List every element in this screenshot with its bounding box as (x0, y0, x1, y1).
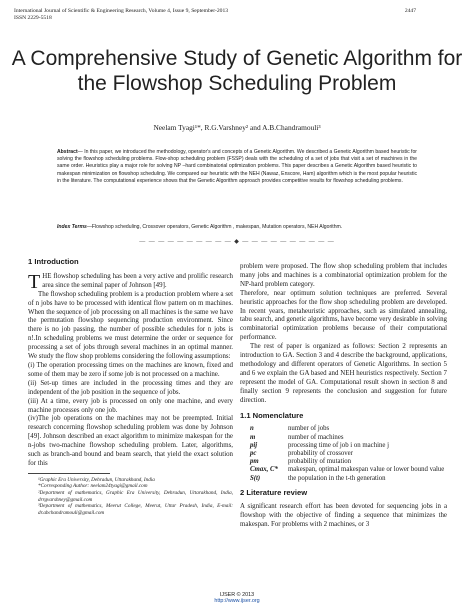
footnote-corresponding-author: *Corresponding Author: neelam24tyagi@gmail.com (38, 483, 148, 490)
nomenclature-symbol: S(t) (250, 474, 261, 482)
nomenclature-symbol: pij (250, 441, 258, 449)
section-heading-introduction: 1 Introduction (28, 257, 79, 266)
intro-paragraph-2: The flowshop scheduling problem is a production problem where a set of n jobs have to be processed with identical flow pattern on m machines. When the sequence of job processing on all machines is the same we have the permutation flowshop sequencing production environment. Since there is no job passing, the number of possible schedules for n jobs is n!.In scheduling problems we must determine the order or sequence for processing a set of jobs through several machines in an optimal manner. We study the flow shop problems considering the following assumptions: (28, 290, 233, 361)
copyright: IJSER © 2013 (219, 592, 255, 598)
nomenclature-row (250, 442, 457, 450)
right-paragraph-1: problem were proposed. The flow shop scheduling problem that includes many jobs and machines is a combinatorial optimization problem for the NP-hard problem category. (240, 263, 447, 288)
nomenclature-row (250, 458, 457, 466)
nomenclature-description: processing time of job i on machine j (288, 441, 389, 449)
journal-name: International Journal of Scientific & Engineering Research, Volume 4, Issue 9, September-2013 (14, 8, 229, 14)
nomenclature-description: the population in the t-th generation (288, 474, 386, 482)
abstract-label: Abstract (57, 149, 78, 155)
nomenclature-description: probability of crossover (288, 450, 353, 458)
nomenclature-symbol: m (250, 433, 256, 441)
nomenclature-symbol: pc (250, 450, 257, 458)
index-terms-text: —Flowshop scheduling, Crossover operators, Genetic Algorithm , makespan, Mutation operators, NEH Algorithm. (86, 224, 343, 230)
intro-paragraph-1: THE flowshop scheduling has been a very active and prolific research area since the seminal paper of Johnson [49]. (28, 270, 233, 293)
abstract-text: — In this paper, we introduced the methodology, operator's and concepts of a Genetic Algorithm. We described a Genetic Algorithm based heuristic for solving the flowshop scheduling problems. Flow-shop scheduling problem (FSSP) deals with the scheduling of a set of jobs that visit a set of machines in the same order. Heuristics play a major role for solving NP –hard combinatorial optimization problems. This paper describes a Genetic Algorithm based heuristic to makespan minimization on flowshop scheduling. We compared our heuristic with the NEH (Nawaz, Enscore, Ham) algorithm which is the most popular heuristic in the literature. The computational experience shows that the Genetic Algorithm approach provides competitive results for flowshop scheduling problems. (57, 149, 417, 184)
paper-title: A Comprehensive Study of Genetic Algorithm for the Flowshop Scheduling Problem (11, 47, 463, 95)
index-terms (57, 224, 417, 231)
nomenclature-row (250, 450, 457, 458)
footnote-affiliation-2: ²Department of mathematics, Graphic Era University, Dehradun, Uttarakhand, India, drrgvarshney@gmail.com (38, 490, 233, 503)
footnote-affiliation-3: ³Department of mathematics, Meerut College, Meerut, Uttar Pradesh, India, E-mail: dr.abchandramouli@gmail.com (38, 503, 233, 516)
nomenclature-description: number of jobs (288, 425, 330, 433)
nomenclature-table (250, 425, 457, 482)
nomenclature-description: number of machines (288, 433, 344, 441)
right-paragraph-3: The rest of paper is organized as follows: Section 2 represents an introduction to GA. Section 3 and 4 describe the background, applications, methodology and different operators of Genetic Algorithms. In section 5 and 6 we explain the GA based and NEH heuristics respectively. Section 7 represent the model of GA. Computational result shown in section 8 and finally section 9 represents the conclusion and suggestion for future direction. (240, 343, 447, 404)
section-heading-literature-review: 2 Literature review (240, 487, 308, 497)
section-divider: — — — — — — — — — — ◆ — — — — — — — — — — (139, 239, 335, 245)
left-column (28, 258, 233, 516)
footnote-rule (28, 473, 110, 474)
nomenclature-description: probability of mutation (288, 458, 352, 466)
nomenclature-row (250, 434, 457, 442)
abstract (57, 149, 417, 185)
index-terms-label: Index Terms (57, 224, 87, 230)
page-number: 2447 (404, 8, 416, 14)
nomenclature-symbol: pm (250, 458, 259, 466)
author-list: Neelam Tyagi¹*, R.G.Varshney² and A.B.Chandramouli³ (153, 123, 321, 132)
nomenclature-row (250, 475, 457, 483)
assumption-1: (i) The operation processing times on the machines are known, fixed and some of them may be zero if some job is not processed on a machine. (28, 361, 233, 378)
right-paragraph-2: Therefore, near optimum solution techniques are preferred. Several heuristic approaches for the flow shop scheduling problem are developed. In recent years, metaheuristic approaches, such as simulated annealing, tabu search, and genetic algorithms, have become very desirable in solving combinatorial optimization problems because of their computational performance. (240, 289, 447, 342)
page-footer (0, 592, 474, 604)
journal-url-link[interactable]: http://www.ijser.org (214, 598, 260, 605)
footnote-affiliation-1: ¹Graphic Era University, Dehradun, Uttarakhand, India (38, 476, 155, 483)
issn: ISSN 2229-5518 (14, 15, 52, 21)
nomenclature-description: makespan, optimal makespan value or lower bound value (288, 466, 445, 474)
drop-cap: T (28, 270, 41, 293)
nomenclature-row (250, 425, 457, 433)
subsection-heading-nomenclature: 1.1 Nomenclature (240, 410, 304, 420)
running-header (14, 8, 460, 22)
nomenclature-symbol: Cmax, C* (250, 466, 278, 474)
right-column (240, 263, 447, 529)
assumption-3: (iii) At a time, every job is processed on only one machine, and every machine processes only one job. (28, 397, 233, 414)
literature-paragraph: A significant research effort has been devoted for sequencing jobs in a flowshop with the objective of finding a sequence that minimizes the makespan. For problems with 2 machines, or 3 (240, 502, 447, 528)
nomenclature-row (250, 466, 457, 474)
assumption-4: (iv)The job operations on the machines may not be preempted. Initial research concerning flowshop scheduling problem was done by Johnson [49]. Johnson described an exact algorithm to minimize makespan for the n-jobs two-machine flowshop scheduling problem. Later, algorithms, such as branch-and bound and beam search, that yield the exact solution for this (28, 415, 233, 467)
nomenclature-symbol: n (250, 425, 254, 433)
assumption-2: (ii) Set-up times are included in the processing times and they are independent of the job position in the sequence of jobs. (28, 379, 233, 396)
